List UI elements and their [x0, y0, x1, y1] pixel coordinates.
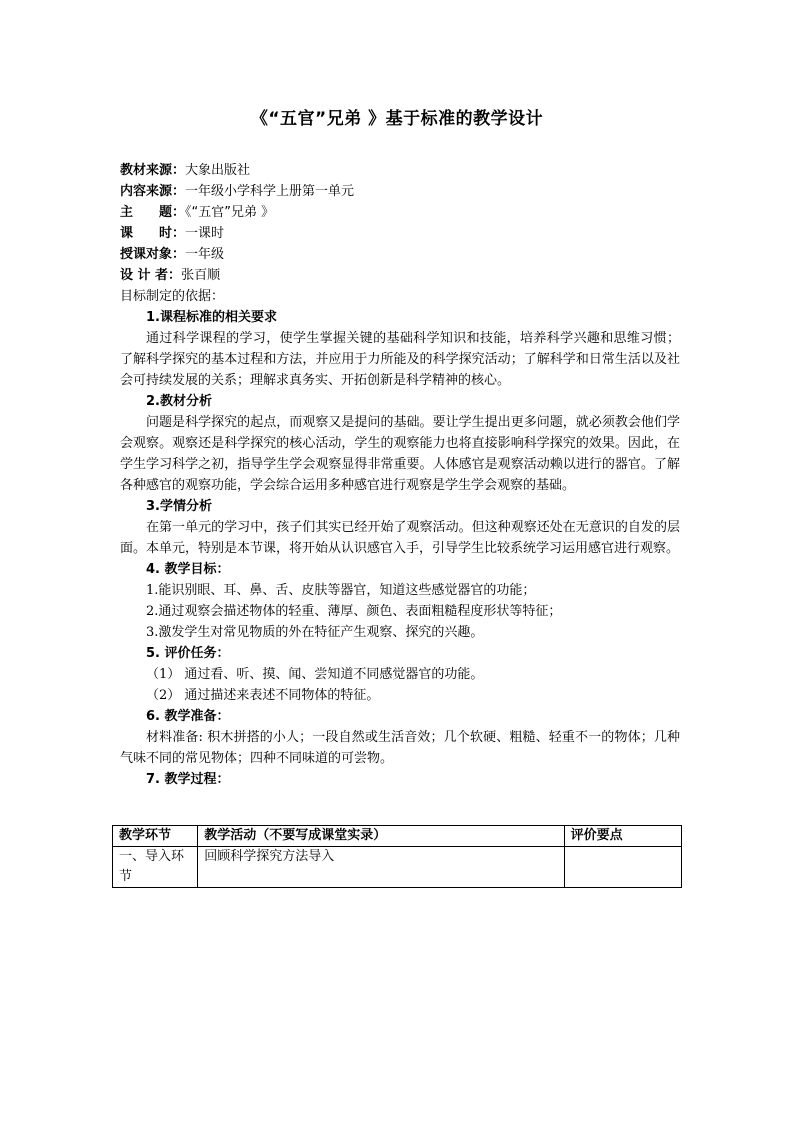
meta-topic [120, 202, 680, 223]
meta-value: 大象出版社 [185, 163, 251, 178]
section-text-material: 问题是科学探究的起点，而观察又是提问的基础。要让学生提出更多问题，就必须教会他们学会观察。观察还是科学探究的核心活动，学生的观察能力也将直接影响科学探究的效果。因此，在学生学习科学之初，指导学生学会观察显得非常重要。人体感官是观察活动赖以进行的器官。了解各种感官的观察功能，学会综合运用多种感官进行观察是学生学会观察的基础。 [120, 415, 680, 493]
document-body [120, 160, 680, 790]
evaluation-item: （2） 通过描述来表述不同物体的特征。 [146, 688, 380, 703]
table-header-cell: 评价要点 [564, 826, 681, 847]
meta-value: 一课时 [185, 226, 225, 241]
table-cell: 一、导入环节 [113, 847, 198, 888]
meta-designer [120, 265, 680, 286]
goal-item: 3.激发学生对常见物质的外在特征产生观察、探究的兴趣。 [146, 625, 484, 640]
table-header-row [113, 826, 682, 847]
section-text-prep: 材料准备: 积木拼搭的小人；一段自然或生活音效；几个软硬、粗糙、轻重不一的物体；几种气味不同的常见物体；四种不同味道的可尝物。 [120, 730, 680, 766]
goal-item: 2.通过观察会描述物体的轻重、薄厚、颜色、表面粗糙程度形状等特征； [146, 604, 562, 619]
table-cell: 回顾科学探究方法导入 [198, 847, 564, 888]
meta-hours [120, 223, 680, 244]
table-cell [564, 847, 681, 888]
goal-item: 1.能识别眼、耳、鼻、舌、皮肤等器官，知道这些感觉器官的功能； [146, 583, 536, 598]
meta-value: 《“五官”兄弟 》 [185, 205, 275, 220]
meta-value: 张百顺 [181, 268, 221, 283]
meta-label: 内容来源： [120, 184, 186, 199]
meta-audience [120, 244, 680, 265]
evaluation-item: （1） 通过看、听、摸、闻、尝知道不同感觉器官的功能。 [146, 667, 484, 682]
basis-heading: 目标制定的依据： [120, 289, 225, 304]
meta-content [120, 181, 680, 202]
document-title: 《“五官”兄弟 》基于标准的教学设计 [250, 109, 544, 129]
section-heading-material: 2.教材分析 [146, 394, 212, 409]
section-text-standards: 通过科学课程的学习，使学生掌握关键的基础科学知识和技能，培养科学兴趣和思维习惯； 了解科学探究的基本过程和方法，并应用于力所能及的科学探究活动；了解科学和日常生活以及社 会可持续发展的关系；理解求真务实、开拓创新是科学精神的核心。 [120, 331, 680, 388]
table-header-cell: 教学环节 [113, 826, 198, 847]
meta-label: 授课对象： [120, 247, 186, 262]
section-heading-evaluation: 5. 评价任务： [146, 646, 230, 661]
section-heading-students: 3.学情分析 [146, 499, 212, 514]
section-heading-standards: 1.课程标准的相关要求 [146, 310, 277, 325]
section-heading-goals: 4. 教学目标： [146, 562, 230, 577]
table-row [113, 847, 682, 888]
meta-label: 主 题： [120, 205, 186, 220]
meta-label: 教材来源： [120, 163, 186, 178]
meta-value: 一年级小学科学上册第一单元 [185, 184, 355, 199]
section-heading-process: 7. 教学过程： [146, 772, 230, 787]
meta-value: 一年级 [185, 247, 225, 262]
section-heading-prep: 6. 教学准备： [146, 709, 230, 724]
section-text-students: 在第一单元的学习中，孩子们其实已经开始了观察活动。但这种观察还处在无意识的自发的层面。本单元，特别是本节课，将开始从认识感官入手，引导学生比较系统学习运用感官进行观察。 [120, 520, 680, 556]
process-table [112, 825, 682, 888]
meta-source [120, 160, 680, 181]
meta-label: 设 计 者： [120, 268, 182, 283]
table-header-cell: 教学活动（不要写成课堂实录） [198, 826, 564, 847]
meta-label: 课 时： [120, 226, 186, 241]
